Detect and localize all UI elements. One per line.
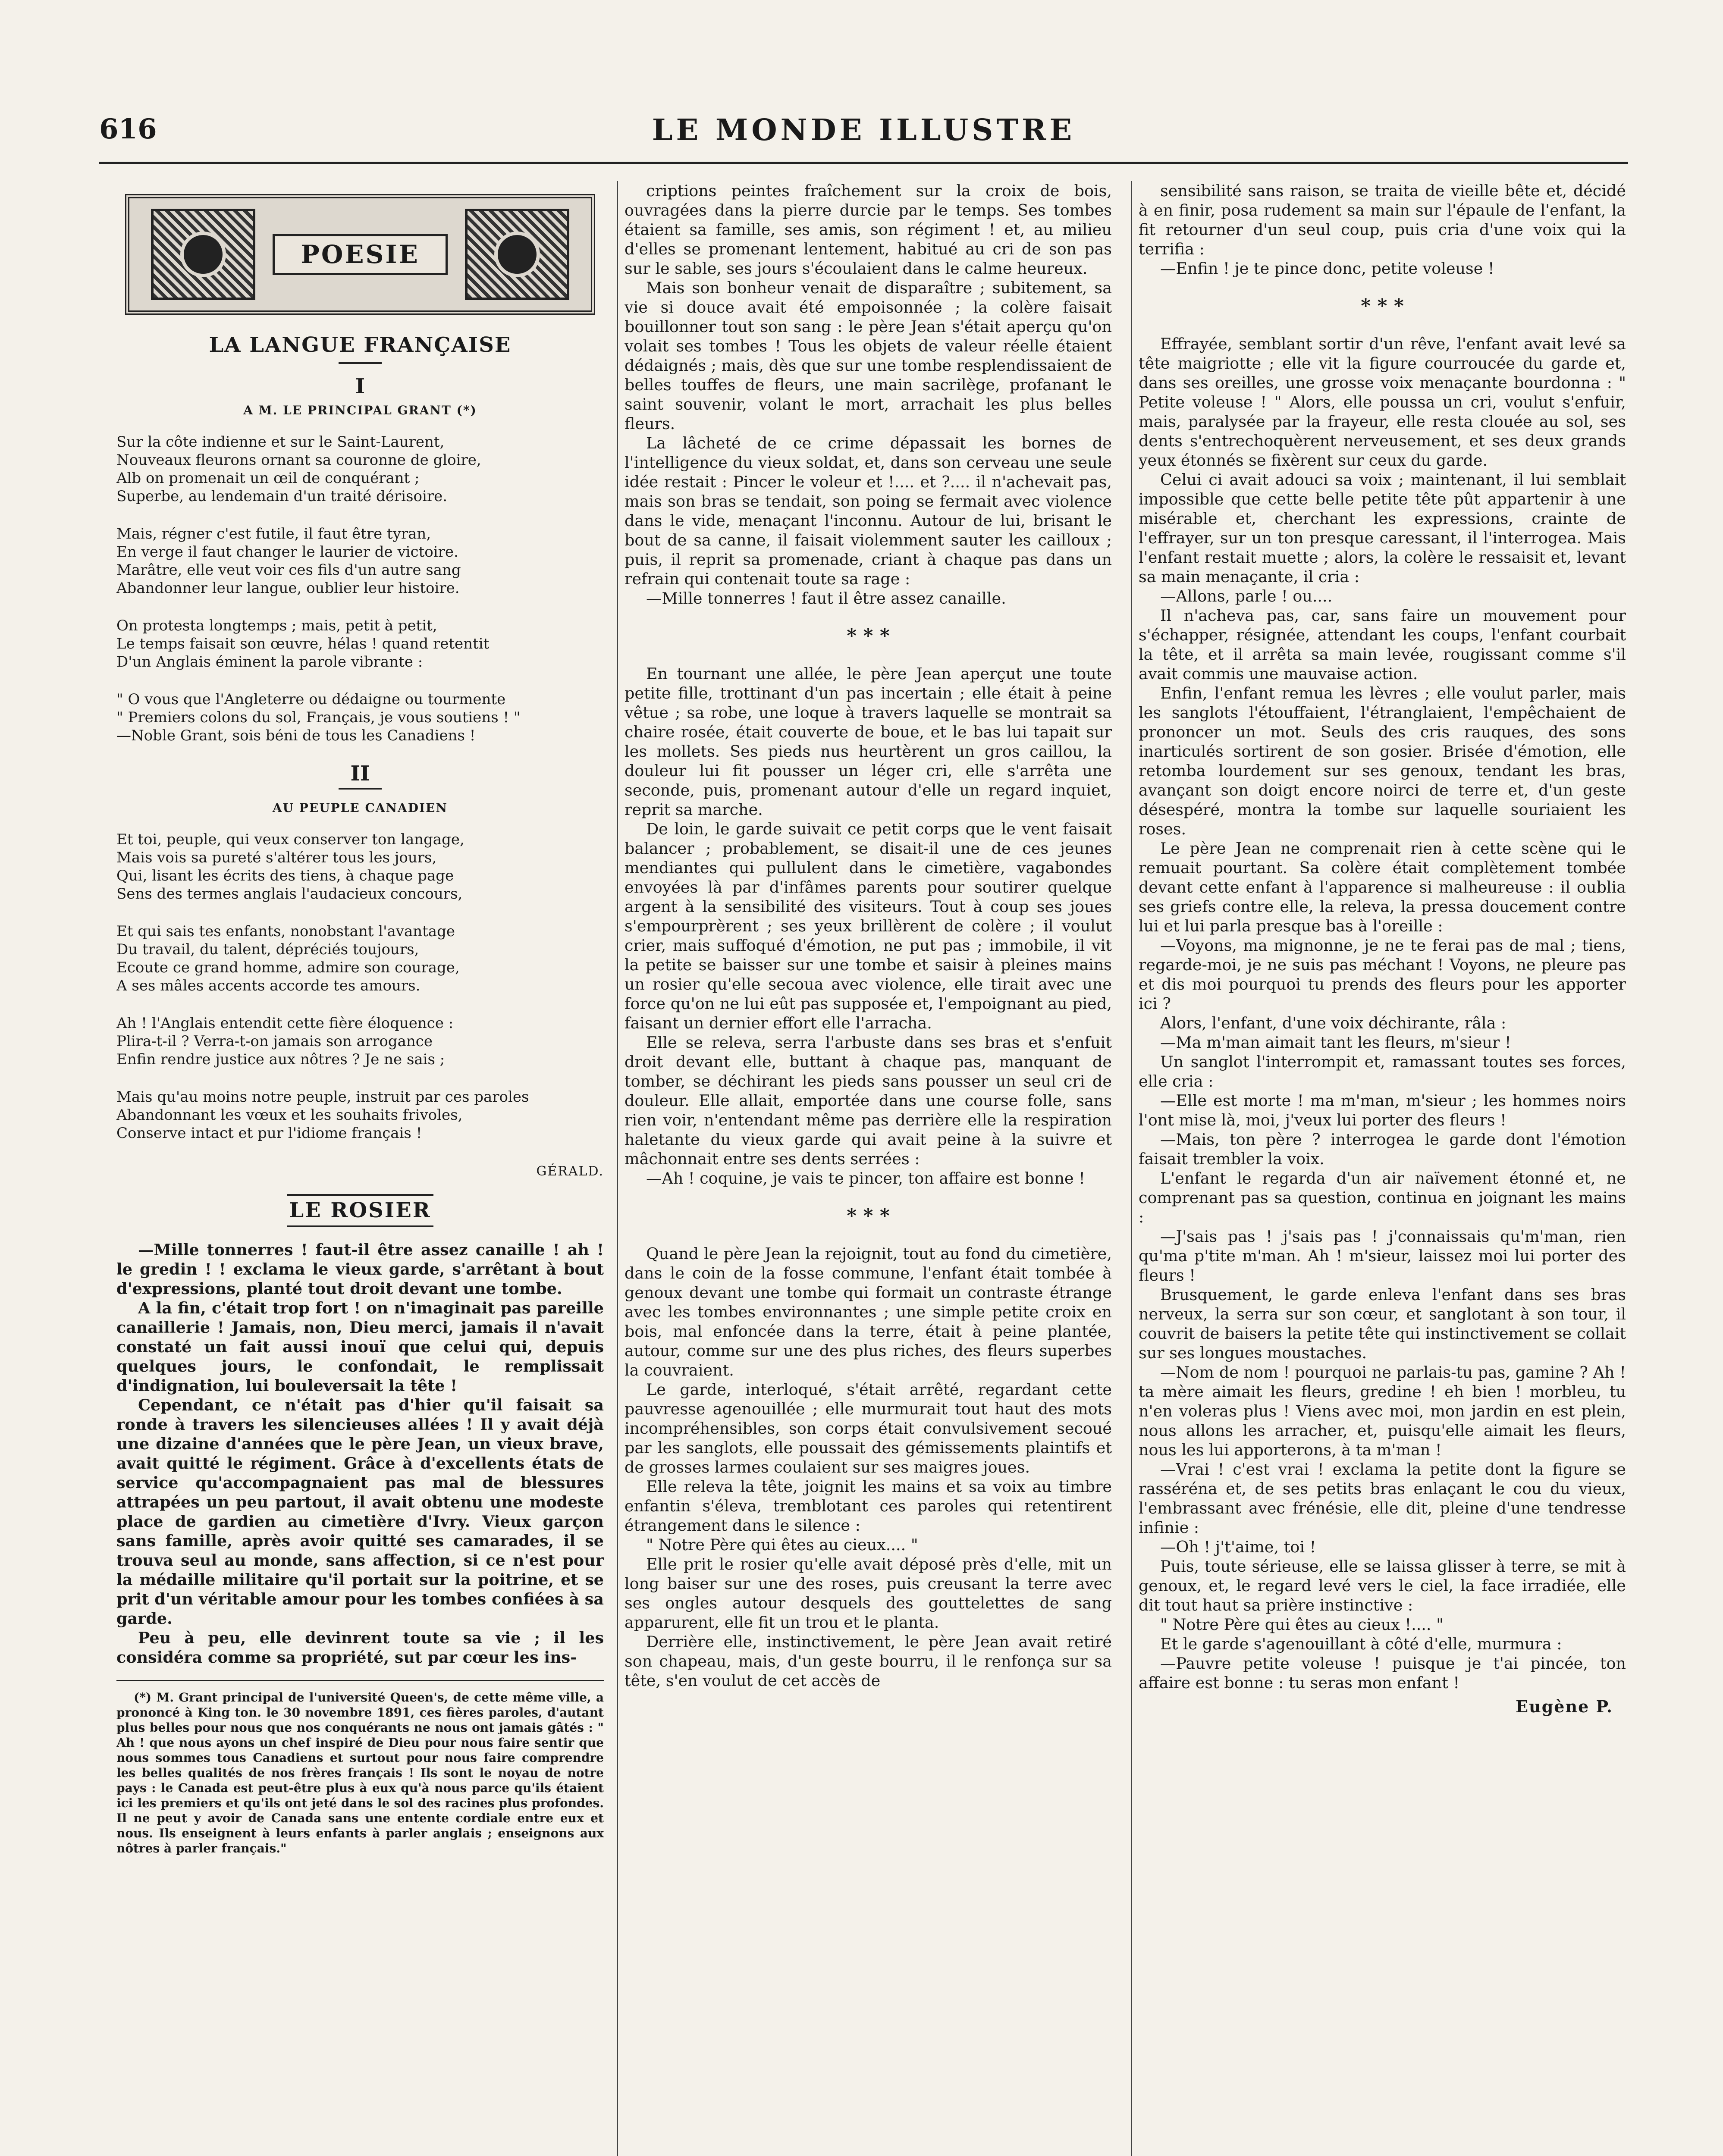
- paragraph: Mais son bonheur venait de disparaître ; subitement, sa vie si douce avait été empoisonnée ; la colère faisait bouillonner tout son sang : le père Jean s'était aperçu qu'on volait ses tombes ! Tous les objets de valeur réelle étaient dédaignés ; mais, dès que sur une tombe resplendissaient de belles touffes de fleurs, une main sacrilège, profanant le saint souvenir, volant le mort, arrachait les plus belles fleurs.: [625, 279, 1112, 433]
- column-2: [625, 181, 1112, 2156]
- paragraph: " Notre Père qui êtes au cieux.... ": [646, 1536, 918, 1554]
- verse-line: Le temps faisait son œuvre, hélas ! quand retentit: [116, 635, 490, 652]
- story-text: [625, 1244, 1112, 1690]
- poesie-banner-label: POESIE: [273, 234, 448, 275]
- stanza: [116, 617, 604, 671]
- divider: [339, 362, 382, 364]
- paragraph: Elle se releva, serra l'arbuste dans ses bras et s'enfuit droit devant elle, buttant à chaque pas, manquant de tomber, se déchirant les pieds sans pousser un seul cri de douleur. Elle allait, emportée dans une course folle, sans rien voir, n'entendant même pas derrière elle la respiration haletante du vieux garde qui avait peine à la suivre et mâchonnait entre ses dents serrées :: [625, 1033, 1112, 1168]
- stanza: [116, 690, 604, 745]
- verse-line: Superbe, au lendemain d'un traité dérisoire.: [116, 488, 448, 505]
- poem-part-numeral: I: [355, 374, 365, 398]
- poem-part-2: [116, 830, 604, 1142]
- paragraph: Un sanglot l'interrompit et, ramassant toutes ses forces, elle cria :: [1139, 1053, 1626, 1091]
- asterism: * * *: [1361, 295, 1404, 317]
- paragraph: —Mille tonnerres ! faut-il être assez canaille ! ah ! le gredin ! ! exclama le vieux garde, s'arrêtant à bout d'expressions, planté tout droit devant une tombe.: [116, 1241, 604, 1298]
- story-signature: Eugène P.: [1516, 1697, 1613, 1716]
- stanza: [116, 1088, 604, 1142]
- paragraph: Puis, toute sérieuse, elle se laissa glisser à terre, se mit à genoux, et, le regard levé vers le ciel, la face irradiée, elle dit tout haut sa prière instinctive :: [1139, 1557, 1626, 1614]
- stanza: [116, 433, 604, 505]
- paragraph: Elle prit le rosier qu'elle avait déposé près d'elle, mit un long baiser sur une des roses, puis creusant la terre avec ses ongles autour desquels des gouttelettes de sang apparurent, elle fit un trou et le planta.: [625, 1555, 1112, 1632]
- stanza: [116, 1014, 604, 1069]
- paragraph: Alors, l'enfant, d'une voix déchirante, râla :: [1160, 1014, 1506, 1032]
- paragraph: Effrayée, semblant sortir d'un rêve, l'enfant avait levé sa tête maigriotte ; elle vit la figure courroucée du garde et, dans ses oreilles, une grosse voix menaçante bourdonna : " Petite voleuse ! " Alors, elle poussa un cri, voulut s'enfuir, mais, paralysée par la frayeur, elle resta clouée au sol, ses dents s'entrechoquèrent nerveusement, et ses deux grands yeux étonnés se fixèrent sur ceux du garde.: [1139, 335, 1626, 470]
- poesie-banner: [125, 194, 595, 315]
- paragraph: Elle releva la tête, joignit les mains et sa voix au timbre enfantin s'éleva, tremblotant ces paroles qui retentirent étrangement dans le silence :: [625, 1477, 1112, 1535]
- paragraph: Cependant, ce n'était pas d'hier qu'il faisait sa ronde à travers les silencieuses allées ! Il y avait déjà une dizaine d'années que le père Jean, un vieux brave, avait quitté le régiment. Grâce à d'excellents états de service qu'accompagnaient pas mal de blessures attrapées un peu partout, il avait obtenu une modeste place de gardien au cimetière d'Ivry. Vieux garçon sans famille, après avoir quitté ses camarades, il se trouva seul au monde, sans affection, si ce n'est pour la médaille militaire qu'il portait sur la poitrine, et se prit d'un véritable amour pour les tombes confiées à sa garde.: [116, 1396, 604, 1628]
- paragraph: Enfin, l'enfant remua les lèvres ; elle voulut parler, mais les sanglots l'étouffaient, l'étranglaient, l'empêchaient de prononcer un mot. Seuls des cris rauques, des sons inarticulés sortirent de son gosier. Brisée d'émotion, elle retomba lourdement sur ses genoux, tendant les bras, avançant son doigt encore noirci de terre et, d'un geste désespéré, montra la tombe sur laquelle souriaient les roses.: [1139, 684, 1626, 838]
- story-text: [625, 664, 1112, 1188]
- paragraph: Et le garde s'agenouillant à côté d'elle, murmura :: [1160, 1635, 1562, 1653]
- running-title: LE MONDE ILLUSTRE: [652, 113, 1076, 147]
- story-title: LE ROSIER: [287, 1194, 433, 1227]
- paragraph: sensibilité sans raison, se traita de vieille bête et, décidé à en finir, posa rudement sa main sur l'épaule de l'enfant, la fit retourner d'un seul coup, puis cria d'une voix qui la terrifia :: [1139, 182, 1626, 258]
- story-text: [1139, 334, 1626, 1692]
- verse-line: A ses mâles accents accorde tes amours.: [116, 977, 421, 994]
- poem-dedication: A M. LE PRINCIPAL GRANT (*): [243, 403, 477, 417]
- verse-line: Et toi, peuple, qui veux conserver ton langage,: [116, 831, 464, 848]
- stanza: [116, 922, 604, 995]
- verse-line: Qui, lisant les écrits des tiens, à chaque page: [116, 867, 454, 884]
- paragraph: Il n'acheva pas, car, sans faire un mouvement pour s'échapper, résignée, attendant les coups, l'enfant courbait la tête, et il arrêta sa main levée, rougissant comme s'il avait commis une mauvaise action.: [1139, 606, 1626, 683]
- verse-line: Marâtre, elle veut voir ces fils d'un autre sang: [116, 561, 461, 579]
- poem-dedication: AU PEUPLE CANADIEN: [272, 801, 448, 815]
- verse-line: Du travail, du talent, dépréciés toujours,: [116, 941, 419, 958]
- paragraph: criptions peintes fraîchement sur la croix de bois, ouvragées dans la pierre durcie par le temps. Ses tombes étaient sa famille, ses amis, son régiment ! et, au milieu d'elles se promenant lentement, habitué au cri de son pas sur le sable, ses jours s'écoulaient dans le calme heureux.: [625, 182, 1112, 278]
- paragraph: Quand le père Jean la rejoignit, tout au fond du cimetière, dans le coin de la fosse commune, l'enfant était tombée à genoux devant une tombe qui formait un contraste étrange avec les tombes environnantes ; une simple petite croix en bois, mal enfoncée dans la terre, était à peine plantée, autour, comme sur une des plus riches, des fleurs superbes la couvraient.: [625, 1244, 1112, 1379]
- verse-line: On protesta longtemps ; mais, petit à petit,: [116, 617, 437, 634]
- paragraph: —Ma m'man aimait tant les fleurs, m'sieur !: [1160, 1033, 1511, 1052]
- paragraph: —Elle est morte ! ma m'man, m'sieur ; les hommes noirs l'ont mise là, moi, j'veux lui porter des fleurs !: [1139, 1091, 1626, 1129]
- verse-line: Sur la côte indienne et sur le Saint-Laurent,: [116, 433, 445, 451]
- paragraph: —Oh ! j't'aime, toi !: [1160, 1538, 1316, 1556]
- paragraph: —Mille tonnerres ! faut il être assez canaille.: [646, 589, 1006, 608]
- paragraph: Celui ci avait adouci sa voix ; maintenant, il lui semblait impossible que cette belle petite tête pût appartenir à une misérable et, cherchant les expressions, crainte de l'effrayer, sur un ton presque caressant, il l'interrogea. Mais l'enfant restait muette ; alors, la colère le ressaisit et, levant sa main menaçante, il cria :: [1139, 470, 1626, 586]
- verse-line: " O vous que l'Angleterre ou dédaigne ou tourmente: [116, 691, 506, 708]
- verse-line: Mais qu'au moins notre peuple, instruit par ces paroles: [116, 1088, 529, 1106]
- paragraph: En tournant une allée, le père Jean aperçut une toute petite fille, trottinant d'un pas incertain ; elle était à peine vêtue ; sa robe, une loque à travers laquelle se montrait sa chaire rosée, était couverte de boue, et le bas lui tapait sur les mollets. Ses pieds nus heurtèrent un gros caillou, la douleur lui fit pousser un léger cri, elle s'arrêta une seconde, puis, promenant autour d'elle un regard inquiet, reprit sa marche.: [625, 664, 1112, 819]
- paragraph: —Voyons, ma mignonne, je ne te ferai pas de mal ; tiens, regarde-moi, je ne suis pas méchant ! Voyons, ne pleure pas et dis moi pourquoi tu prends des fleurs pour les apporter ici ?: [1139, 936, 1626, 1013]
- paragraph: —Ah ! coquine, je vais te pincer, ton affaire est bonne !: [646, 1169, 1085, 1188]
- footnote-rule: [116, 1680, 604, 1681]
- ornament-icon: [465, 209, 569, 300]
- paragraph: —Enfin ! je te pince donc, petite voleuse !: [1160, 259, 1494, 278]
- verse-line: Ecoute ce grand homme, admire son courage,: [116, 959, 460, 976]
- column-rule: [617, 181, 618, 2156]
- story-text: [116, 1240, 604, 1667]
- verse-line: —Noble Grant, sois béni de tous les Canadiens !: [116, 727, 476, 744]
- paragraph: " Notre Père qui êtes au cieux !.... ": [1160, 1615, 1444, 1634]
- verse-line: Conserve intact et pur l'idiome français !: [116, 1125, 422, 1142]
- verse-line: En verge il faut changer le laurier de victoire.: [116, 543, 458, 561]
- header-rule: [99, 162, 1628, 164]
- story-text: [625, 181, 1112, 608]
- paragraph: —Nom de nom ! pourquoi ne parlais-tu pas, gamine ? Ah ! ta mère aimait les fleurs, gredine ! eh bien ! morbleu, tu n'en voleras plus ! Viens avec moi, mon jardin en est plein, nous allons les arracher, et, puisqu'elle aimait les fleurs, nous les lui apporterons, à ta m'man !: [1139, 1363, 1626, 1459]
- page-number: 616: [99, 113, 157, 145]
- verse-line: " Premiers colons du sol, Français, je vous soutiens ! ": [116, 709, 521, 726]
- stanza: [116, 525, 604, 597]
- stanza: [116, 830, 604, 903]
- paragraph: Brusquement, le garde enleva l'enfant dans ses bras nerveux, la serra sur son cœur, et sanglotant à son tour, il couvrit de baisers la petite tête qui instinctivement se collait sur ses longues moustaches.: [1139, 1285, 1626, 1362]
- verse-line: Sens des termes anglais l'audacieux concours,: [116, 885, 463, 903]
- paragraph: —J'sais pas ! j'sais pas ! j'connaissais qu'm'man, rien qu'ma p'tite m'man. Ah ! m'sieur, laissez moi lui porter des fleurs !: [1139, 1227, 1626, 1285]
- paragraph: Le père Jean ne comprenait rien à cette scène qui le remuait pourtant. Sa colère était complètement tombée devant cette enfant à l'apparence si malheureuse : il oublia ses griefs contre elle, la releva, la pressa doucement contre lui et lui parla presque bas à l'oreille :: [1139, 839, 1626, 935]
- story-text: [1139, 181, 1626, 278]
- column-1: [116, 181, 604, 2156]
- paragraph: Peu à peu, elle devinrent toute sa vie ; il les considéra comme sa propriété, sut par cœur les ins-: [116, 1629, 604, 1667]
- verse-line: D'un Anglais éminent la parole vibrante :: [116, 653, 423, 671]
- verse-line: Abandonner leur langue, oublier leur histoire.: [116, 580, 460, 597]
- verse-line: Ah ! l'Anglais entendit cette fière éloquence :: [116, 1015, 454, 1032]
- paragraph: —Mais, ton père ? interrogea le garde dont l'émotion faisait trembler la voix.: [1139, 1130, 1626, 1168]
- poem-part-1: [116, 433, 604, 745]
- ornament-icon: [151, 209, 255, 300]
- verse-line: Plira-t-il ? Verra-t-on jamais son arrogance: [116, 1033, 433, 1050]
- paragraph: L'enfant le regarda d'un air naïvement étonné et, ne comprenant pas sa question, continua en joignant les mains :: [1139, 1169, 1626, 1226]
- asterism: * * *: [847, 625, 890, 647]
- column-3: [1139, 181, 1626, 2156]
- poem-signature: GÉRALD.: [536, 1164, 604, 1179]
- verse-line: Et qui sais tes enfants, nonobstant l'avantage: [116, 923, 455, 940]
- verse-line: Enfin rendre justice aux nôtres ? Je ne sais ;: [116, 1051, 445, 1068]
- divider: [339, 788, 382, 790]
- paragraph: —Allons, parle ! ou....: [1160, 587, 1333, 605]
- poem-part-numeral: II: [350, 761, 370, 786]
- verse-line: Mais, régner c'est futile, il faut être tyran,: [116, 525, 431, 542]
- paragraph: —Pauvre petite voleuse ! puisque je t'ai pincée, ton affaire est bonne : tu seras mon enfant !: [1139, 1654, 1626, 1692]
- verse-line: Abandonnant les vœux et les souhaits frivoles,: [116, 1106, 463, 1124]
- paragraph: Le garde, interloqué, s'était arrêté, regardant cette pauvresse agenouillée ; elle murmurait tout haut des mots incompréhensibles, son corps était convulsivement secoué par les sanglots, elle poussait des gémissements plaintifs et de grosses larmes coulaient sur ses maigres joues.: [625, 1380, 1112, 1476]
- verse-line: Nouveaux fleurons ornant sa couronne de gloire,: [116, 451, 481, 469]
- paragraph: —Vrai ! c'est vrai ! exclama la petite dont la figure se rasséréna et, de ses petits bras enlaçant le cou du vieux, l'embrassant avec frénésie, elle dit, pleine d'une tendresse infinie :: [1139, 1460, 1626, 1537]
- page-header: [99, 113, 1628, 160]
- paragraph: A la fin, c'était trop fort ! on n'imaginait pas pareille canaillerie ! Jamais, non, Dieu merci, jamais il n'avait constaté un fait aussi inouï que celui qui, depuis quelques jours, le confondait, le remplissait d'indignation, lui bouleversait la tête !: [116, 1299, 604, 1395]
- verse-line: Alb on promenait un œil de conquérant ;: [116, 470, 420, 487]
- poem-title: LA LANGUE FRANÇAISE: [209, 333, 512, 357]
- asterism: * * *: [847, 1205, 890, 1227]
- paragraph: La lâcheté de ce crime dépassait les bornes de l'intelligence du vieux soldat, et, dans son cerveau une seule idée restait : Pincer le voleur et !.... et ?.... il n'achevait pas, mais son bras se tendait, son poing se fermait avec violence dans le vide, menaçant l'inconnu. Autour de lui, brisant le bout de sa canne, il faisait violemment sauter les cailloux ; puis, il reprit sa promenade, criant à chaque pas dans un refrain qui contenait toute sa rage :: [625, 434, 1112, 588]
- paragraph: De loin, le garde suivait ce petit corps que le vent faisait balancer ; probablement, se disait-il une de ces jeunes mendiantes qui pullulent dans le cimetière, vagabondes envoyées là par d'infâmes parents pour soutirer quelque argent à la sensibilité des visiteurs. Tout à coup ses joues s'empourprèrent ; ses yeux brillèrent de colère ; il voulut crier, mais suffoqué d'émotion, ne put pas ; immobile, il vit la petite se baisser sur une tombe et saisir à pleines mains un rosier qu'elle secoua avec violence, elle tirait avec une force qu'on ne lui eût pas supposée et, l'empoignant au pied, faisant un dernier effort elle l'arracha.: [625, 820, 1112, 1032]
- column-rule: [1131, 181, 1132, 2156]
- footnote: (*) M. Grant principal de l'université Queen's, de cette même ville, a prononcé à King ton. le 30 novembre 1891, ces fières paroles, d'autant plus belles pour nous que nos conquérants ne nous ont jamais gâtés : " Ah ! que nous ayons un chef inspiré de Dieu pour nous faire sentir que nous sommes tous Canadiens et surtout pour nous faire comprendre les belles qualités de nos frères français ! Ils sont le noyau de notre pays : le Canada est peut-être plus à eux qu'à nous parce qu'ils étaient ici les premiers et qu'ils ont jeté dans le sol des racines plus profondes. Il ne peut y avoir de Canada sans une entente cordiale entre eux et nous. Ils enseignent à leurs enfants à parler anglais ; enseignons aux nôtres à parler français.": [116, 1690, 604, 1855]
- paragraph: Derrière elle, instinctivement, le père Jean avait retiré son chapeau, mais, d'un geste bourru, il le renfonça sur sa tête, s'en voulut de cet accès de: [625, 1633, 1112, 1690]
- verse-line: Mais vois sa pureté s'altérer tous les jours,: [116, 849, 437, 866]
